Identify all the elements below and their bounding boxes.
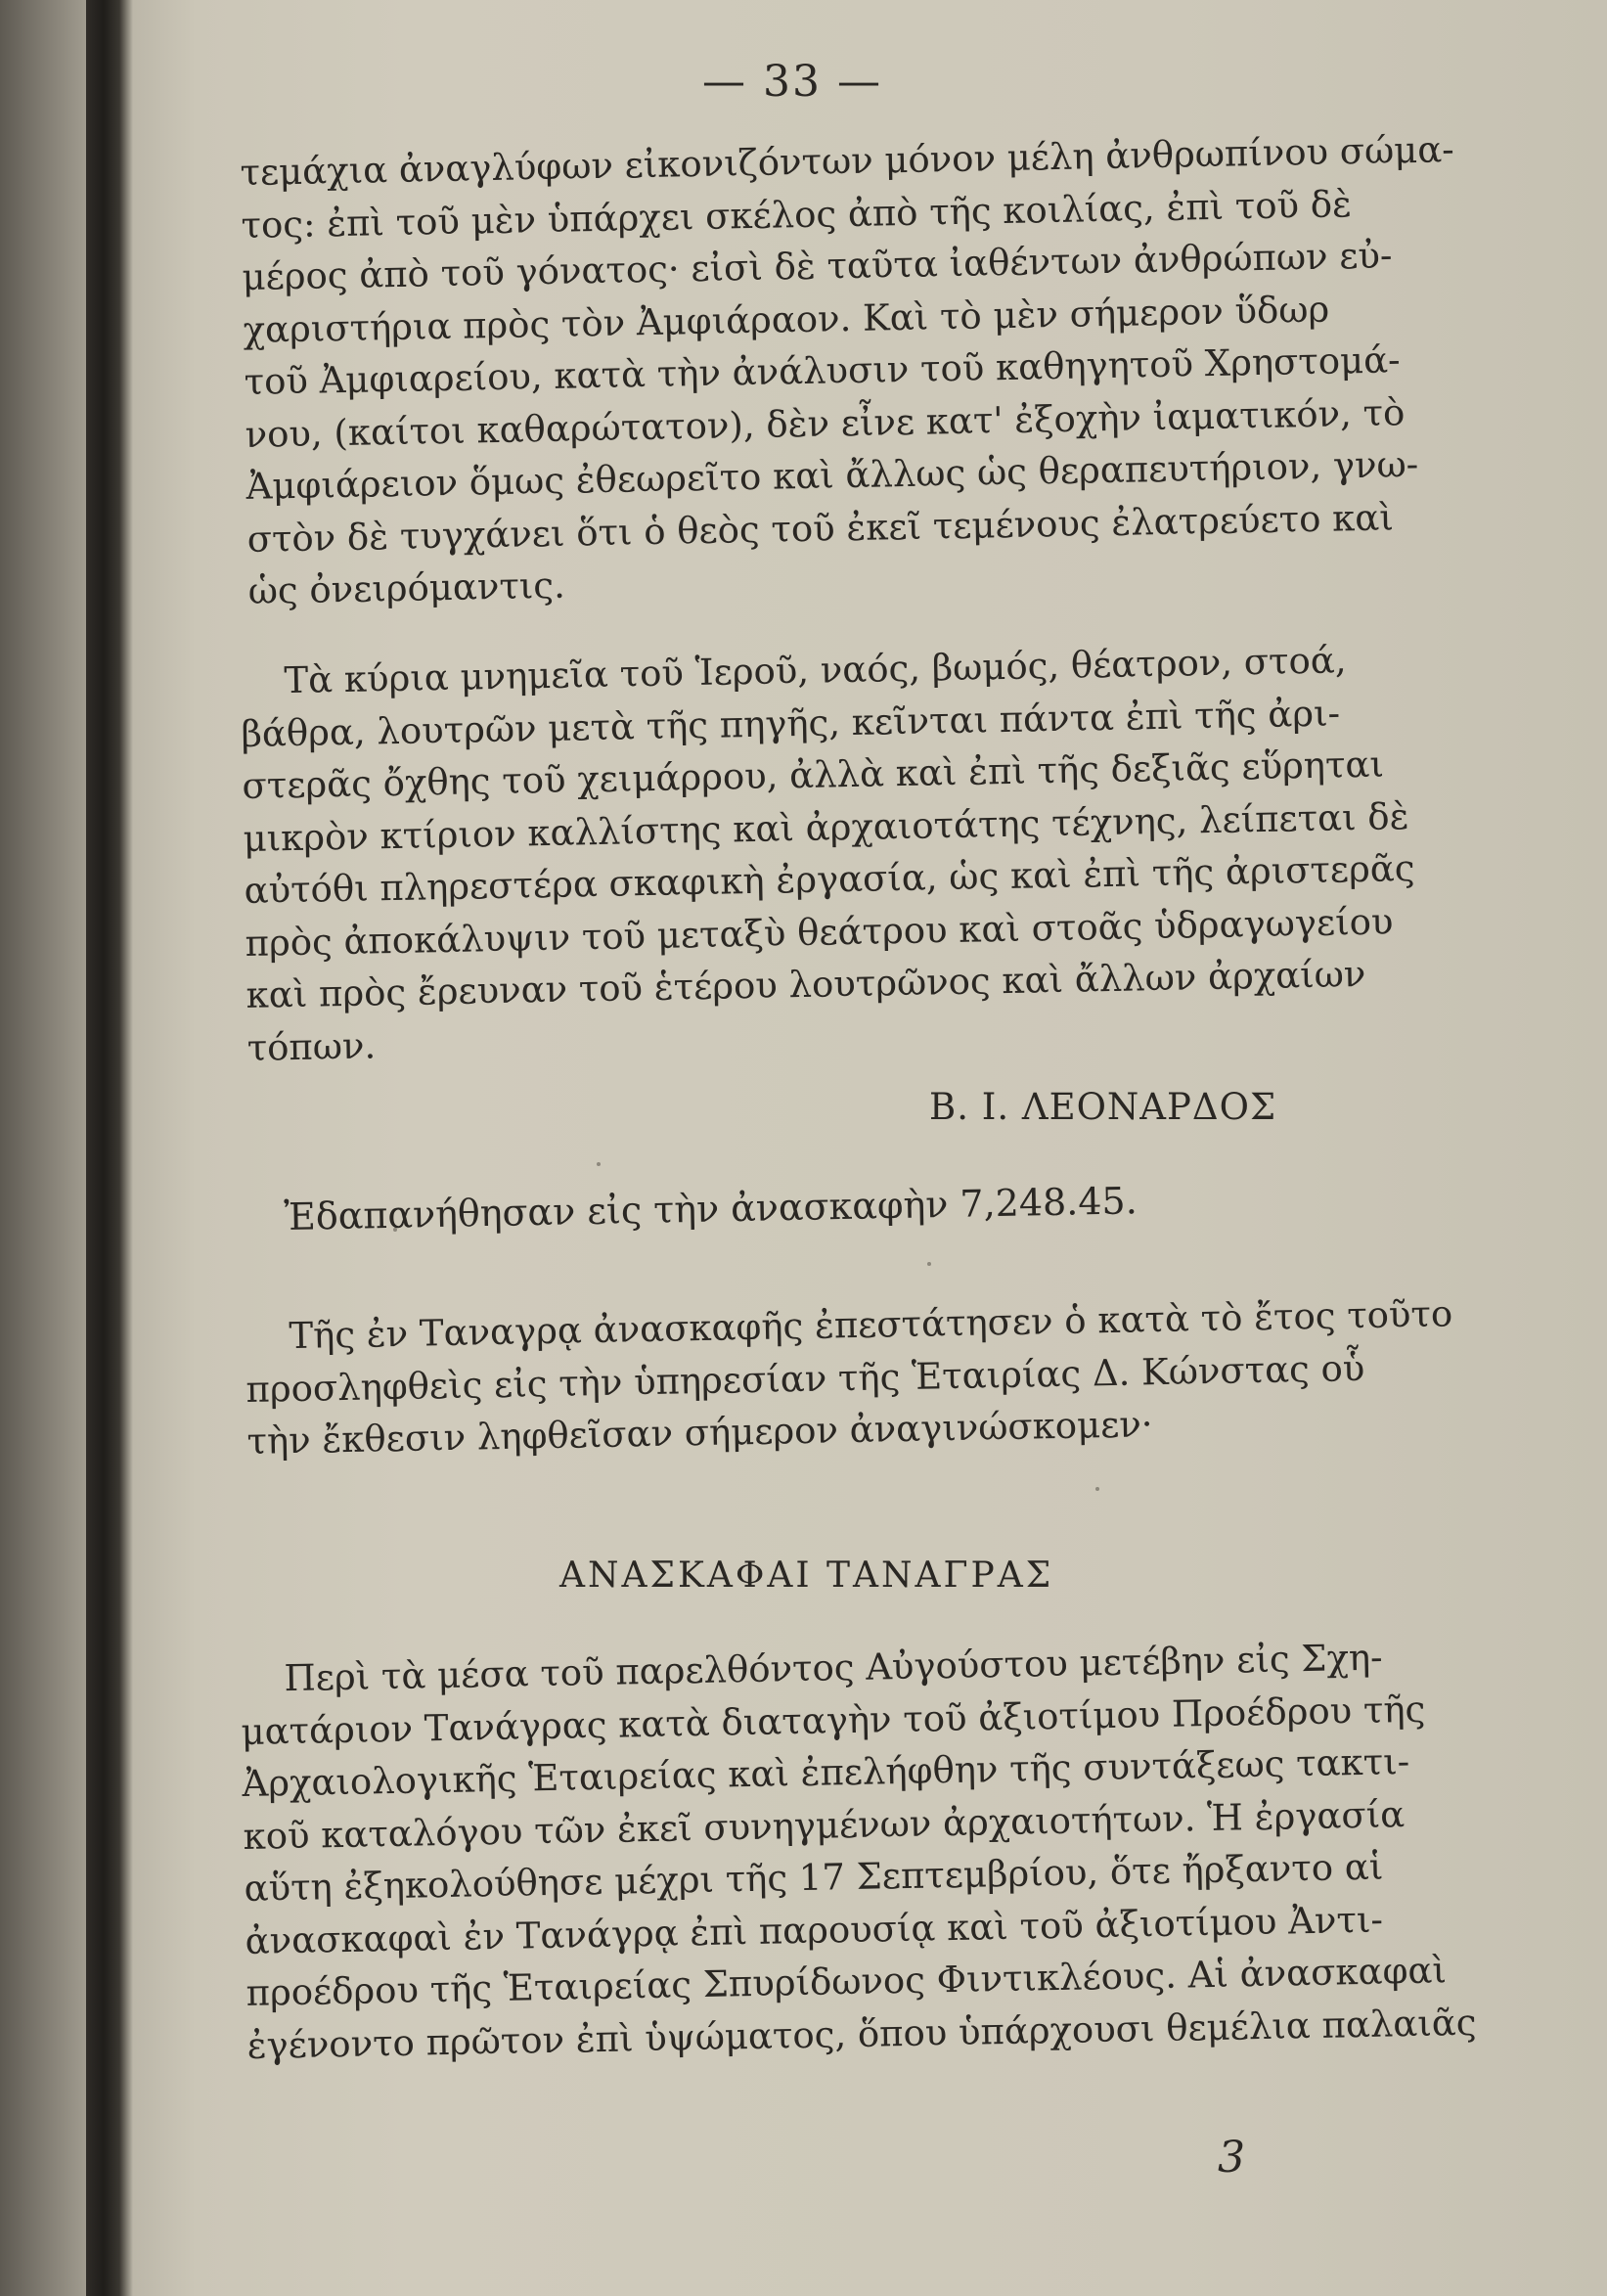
author-signature: Β. Ι. ΛΕΟΝΑΡΔΟΣ: [929, 1086, 1277, 1128]
paper-speck: [1095, 1487, 1099, 1491]
paper-speck: [927, 1262, 931, 1266]
text-line: αὐτόθι πληρεστέρα σκαφικὴ ἐργασία, ὡς καὶ ἐπὶ τῆς ἀριστερᾶς: [244, 846, 1415, 912]
paragraph-2: [240, 635, 1415, 1074]
paragraph-1: [240, 126, 1455, 618]
text-line: Ἀμφιάρειον ὅμως ἐθεωρεῖτο καὶ ἄλλως ὡς θεραπευτήριον, γνω-: [246, 442, 1419, 508]
text-line: τὴν ἔκθεσιν ληφθεῖσαν σήμερον ἀναγινώσκομεν·: [246, 1403, 1153, 1463]
text-line: κοῦ καταλόγου τῶν ἐκεῖ συνηγμένων ἀρχαιοτήτων. Ἡ ἐργασία: [243, 1792, 1406, 1858]
text-line: Τῆς ἐν Ταναγρᾳ ἀνασκαφῆς ἐπεστάτησεν ὁ κατὰ τὸ ἔτος τοῦτο: [289, 1292, 1453, 1358]
text-line: Τὰ κύρια μνημεῖα τοῦ Ἱεροῦ, ναός, βωμός, θέατρον, στοά,: [284, 639, 1347, 702]
text-line: τοῦ Ἀμφιαρείου, κατὰ τὴν ἀνάλυσιν τοῦ καθηγητοῦ Χρηστομά-: [244, 338, 1401, 403]
text-line: τόπων.: [246, 1023, 377, 1069]
paragraph-3: [245, 1290, 1453, 1468]
text-line: βάθρα, λουτρῶν μετὰ τῆς πηγῆς, κεῖνται πάντα ἐπὶ τῆς ἀρι-: [241, 691, 1341, 755]
text-line: μικρὸν κτίριον καλλίστης καὶ ἀρχαιοτάτης τέχνης, λείπεται δὲ: [243, 794, 1409, 860]
text-line: στὸν δὲ τυγχάνει ὅτι ὁ θεὸς τοῦ ἐκεῖ τεμένους ἐλατρεύετο καὶ: [246, 495, 1395, 561]
text-line: ὡς ὀνειρόμαντις.: [247, 563, 566, 612]
text-line: τεμάχια ἀναγλύφων εἰκονιζόντων μόνον μέλη ἀνθρωπίνου σώμα-: [240, 128, 1455, 194]
text-line: προέδρου τῆς Ἑταιρείας Σπυρίδωνος Φιντικλέους. Αἱ ἀνασκαφαὶ: [246, 1949, 1448, 2014]
expense-line: Ἐδαπανήθησαν εἰς τὴν ἀνασκαφὴν 7,248.45.: [284, 1179, 1138, 1238]
text-line: ἀνασκαφαὶ ἐν Τανάγρᾳ ἐπὶ παρουσίᾳ καὶ τοῦ ἀξιοτίμου Ἀντι-: [245, 1898, 1384, 1962]
text-line: τος: ἐπὶ τοῦ μὲν ὑπάρχει σκέλος ἀπὸ τῆς κοιλίας, ἐπὶ τοῦ δὲ: [241, 182, 1353, 247]
text-line: αὕτη ἐξηκολούθησε μέχρι τῆς 17 Σεπτεμβρίου, ὅτε ἤρξαντο αἱ: [244, 1845, 1384, 1910]
text-line: Περὶ τὰ μέσα τοῦ παρελθόντος Αὐγούστου μετέβην εἰς Σχη-: [284, 1636, 1383, 1700]
text-line: Ἀρχαιολογικῆς Ἑταιρείας καὶ ἐπελήφθην τῆς συντάξεως τακτι-: [242, 1740, 1410, 1805]
text-line: χαριστήρια πρὸς τὸν Ἀμφιάραον. Καὶ τὸ μὲν σήμερον ὕδωρ: [243, 288, 1330, 351]
text-line: προσληφθεὶς εἰς τὴν ὑπηρεσίαν τῆς Ἑταιρίας Δ. Κώνστας οὗ: [246, 1346, 1365, 1411]
paragraph-4: [240, 1633, 1477, 2072]
text-line: μέρος ἀπὸ τοῦ γόνατος· εἰσὶ δὲ ταῦτα ἰαθέντων ἀνθρώπων εὐ-: [242, 234, 1393, 298]
book-gutter-shadow: [86, 0, 133, 2296]
section-heading: ΑΝΑΣΚΑΦΑΙ ΤΑΝΑΓΡΑΣ: [559, 1555, 1054, 1596]
text-line: στερᾶς ὄχθης τοῦ χειμάρρου, ἀλλὰ καὶ ἐπὶ τῆς δεξιᾶς εὕρηται: [242, 743, 1385, 807]
page-number: — 33 —: [702, 57, 882, 107]
paper-speck: [597, 1162, 601, 1166]
text-line: πρὸς ἀποκάλυψιν τοῦ μεταξὺ θεάτρου καὶ στοᾶς ὑδραγωγείου: [245, 899, 1394, 965]
text-line: ἐγένοντο πρῶτον ἐπὶ ὑψώματος, ὅπου ὑπάρχουσι θεμέλια παλαιᾶς: [246, 2001, 1477, 2067]
text-line: καὶ πρὸς ἔρευναν τοῦ ἑτέρου λουτρῶνος καὶ ἄλλων ἀρχαίων: [246, 952, 1366, 1016]
signature-mark: 3: [1218, 2133, 1245, 2183]
text-line: ματάριον Τανάγρας κατὰ διαταγὴν τοῦ ἀξιοτίμου Προέδρου τῆς: [241, 1688, 1426, 1753]
text-line: νου, (καίτοι καθαρώτατον), δὲν εἶνε κατ' ἐξοχὴν ἰαματικόν, τὸ: [245, 390, 1406, 456]
